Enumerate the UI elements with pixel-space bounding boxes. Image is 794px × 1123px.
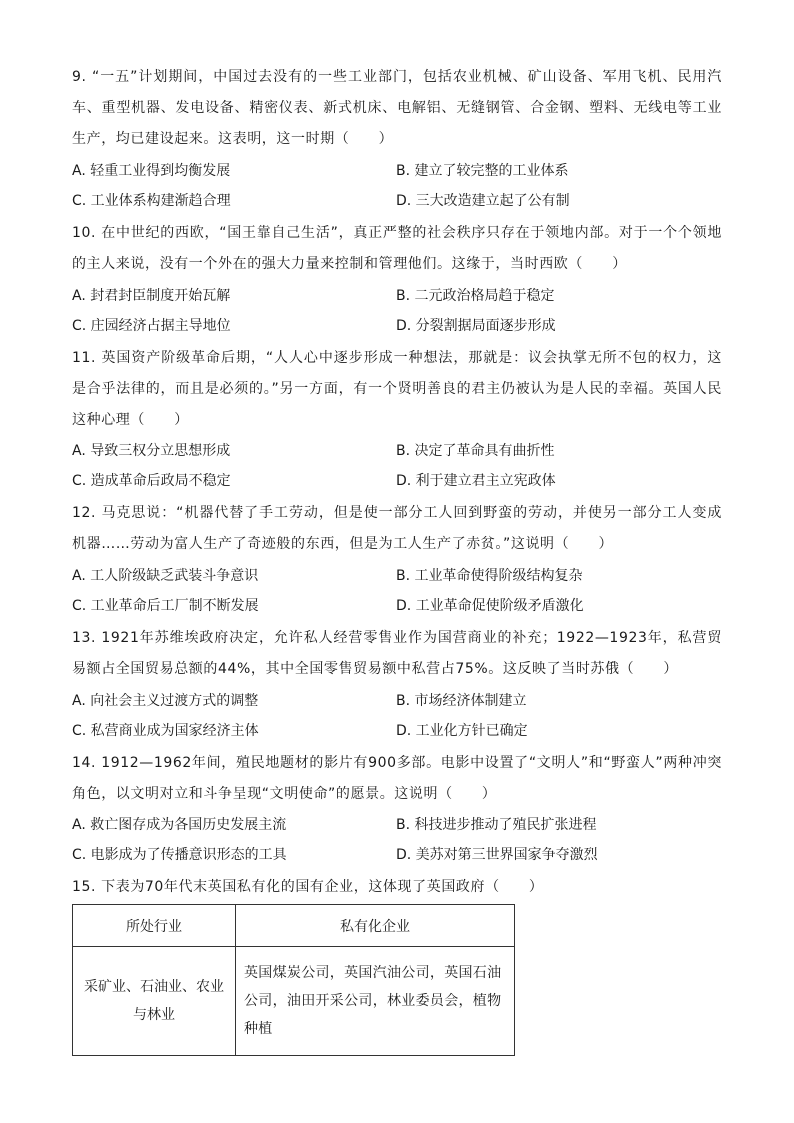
question-14-option-a[interactable]: A. 救亡图存成为各国历史发展主流 bbox=[72, 817, 287, 833]
question-10-option-c[interactable]: C. 庄园经济占据主导地位 bbox=[72, 318, 231, 334]
question-9-option-a[interactable]: A. 轻重工业得到均衡发展 bbox=[72, 163, 231, 179]
question-13-option-a[interactable]: A. 向社会主义过渡方式的调整 bbox=[72, 693, 259, 709]
question-10-option-a[interactable]: A. 封君封臣制度开始瓦解 bbox=[72, 288, 231, 304]
table-cell-enterprises: 英国煤炭公司，英国汽油公司，英国石油公司，油田开采公司，林业委员会，植物种植 bbox=[236, 947, 515, 1056]
question-10-option-d[interactable]: D. 分裂割据局面逐步形成 bbox=[396, 318, 556, 334]
question-12-option-c[interactable]: C. 工业革命后工厂制不断发展 bbox=[72, 598, 259, 614]
question-11-option-c[interactable]: C. 造成革命后政局不稳定 bbox=[72, 473, 231, 489]
question-13-stem: 13. 1921年苏维埃政府决定，允许私人经营零售业作为国营商业的补充；1922—1923年，私营贸易额占全国贸易总额的44%，其中全国零售贸易额中私营占75%。这反映了当时苏俄（ ） bbox=[72, 630, 722, 677]
question-12-stem: 12. 马克思说：“机器代替了手工劳动，但是使一部分工人回到野蛮的劳动，并使另一部分工人变成机器……劳动为富人生产了奇迹般的东西，但是为工人生产了赤贫。”这说明（ ） bbox=[72, 505, 722, 552]
privatization-table bbox=[72, 904, 515, 1056]
question-13-option-c[interactable]: C. 私营商业成为国家经济主体 bbox=[72, 723, 259, 739]
question-14-option-d[interactable]: D. 美苏对第三世界国家争夺激烈 bbox=[396, 847, 598, 863]
table-header-row bbox=[73, 905, 515, 947]
question-13-option-d[interactable]: D. 工业化方针已确定 bbox=[396, 723, 528, 739]
question-12-option-d[interactable]: D. 工业革命促使阶级矛盾激化 bbox=[396, 598, 584, 614]
question-9-option-b[interactable]: B. 建立了较完整的工业体系 bbox=[396, 163, 569, 179]
question-11-option-a[interactable]: A. 导致三权分立思想形成 bbox=[72, 443, 231, 459]
table-header-industry: 所处行业 bbox=[73, 905, 236, 947]
question-12-option-a[interactable]: A. 工人阶级缺乏武装斗争意识 bbox=[72, 568, 259, 584]
question-14-option-b[interactable]: B. 科技进步推动了殖民扩张进程 bbox=[396, 817, 597, 833]
table-row bbox=[73, 947, 515, 1056]
question-12-option-b[interactable]: B. 工业革命使得阶级结构复杂 bbox=[396, 568, 583, 584]
table-header-enterprises: 私有化企业 bbox=[236, 905, 515, 947]
question-10-option-b[interactable]: B. 二元政治格局趋于稳定 bbox=[396, 288, 555, 304]
question-9-stem: 9. “一五”计划期间，中国过去没有的一些工业部门，包括农业机械、矿山设备、军用飞机、民用汽车、重型机器、发电设备、精密仪表、新式机床、电解铝、无缝钢管、合金钢、塑料、无线电等工业生产，均已建设起来。这表明，这一时期（ ） bbox=[72, 69, 722, 147]
question-15-stem: 15. 下表为70年代末英国私有化的国有企业，这体现了英国政府（ ） bbox=[72, 879, 544, 895]
question-13-option-b[interactable]: B. 市场经济体制建立 bbox=[396, 693, 527, 709]
table-cell-industry: 采矿业、石油业、农业与林业 bbox=[73, 947, 236, 1056]
question-11-option-b[interactable]: B. 决定了革命具有曲折性 bbox=[396, 443, 555, 459]
question-14-stem: 14. 1912—1962年间，殖民地题材的影片有900多部。电影中设置了“文明人”和“野蛮人”两种冲突角色，以文明对立和斗争呈现“文明使命”的愿景。这说明（ ） bbox=[72, 755, 722, 802]
question-11-stem: 11. 英国资产阶级革命后期，“人人心中逐步形成一种想法，那就是：议会执掌无所不包的权力，这是合乎法律的，而且是必须的。”另一方面，有一个贤明善良的君主仍被认为是人民的幸福。英国人民这种心理（ ） bbox=[72, 350, 722, 428]
question-9-option-c[interactable]: C. 工业体系构建渐趋合理 bbox=[72, 193, 231, 209]
question-14-option-c[interactable]: C. 电影成为了传播意识形态的工具 bbox=[72, 847, 287, 863]
question-9-option-d[interactable]: D. 三大改造建立起了公有制 bbox=[396, 193, 570, 209]
question-10-stem: 10. 在中世纪的西欧，“国王靠自己生活”，真正严整的社会秩序只存在于领地内部。对于一个个领地的主人来说，没有一个外在的强大力量来控制和管理他们。这缘于，当时西欧（ ） bbox=[72, 225, 722, 272]
question-11-option-d[interactable]: D. 利于建立君主立宪政体 bbox=[396, 473, 556, 489]
